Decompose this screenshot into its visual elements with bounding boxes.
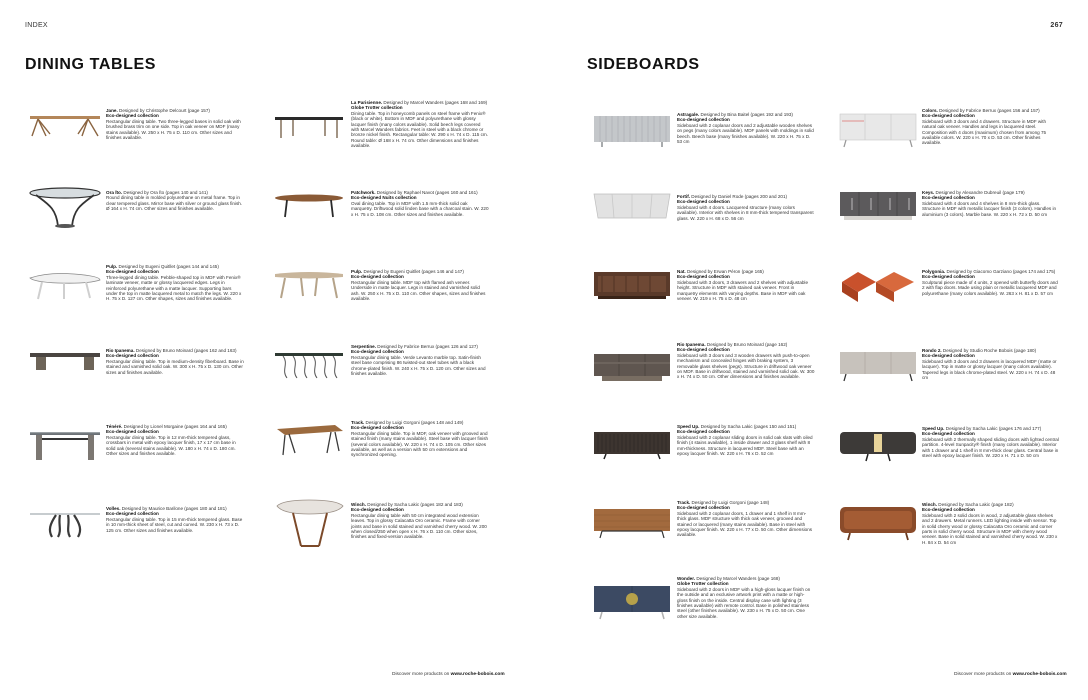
product-collection: Eco-designed collection: [922, 274, 975, 280]
product-credit: Designed by Erwan Péron (page 165): [685, 269, 764, 274]
product-credit: Designed by Sacha Lakic (pages 182 and 183): [366, 502, 463, 507]
product-name: Speed Up.: [677, 424, 700, 429]
rondo-2-sideboard-image: [838, 350, 918, 382]
product-description: Sideboard with 2 thermally shaped sliding doors with lighted central partition. 4-level Sunpacity® finish (many colors available). Interior with 1 drawer and 1 shelf in 8 mm-thick clear glass. Central base in steel with epoxy lacquer finish. W. 220 x H. 71 x D. 50 cm: [922, 436, 1059, 459]
dining-tables-title: DINING TABLES: [25, 56, 157, 73]
product-credit: Designed by Bina Baitel (pages 192 and 193): [699, 112, 793, 117]
product-credit: Designed by Raphael Navot (pages 160 and 161): [375, 190, 478, 195]
product-name: Track.: [351, 420, 365, 425]
footer-left: [392, 672, 505, 677]
nat-sideboard-image: [592, 270, 672, 300]
product-credit: Designed by Marcel Wanders (pages 168 and 169): [382, 100, 488, 105]
product-collection: Eco-designed collection: [677, 199, 730, 205]
product-name: Wonder.: [677, 576, 696, 581]
footer-prefix: Discover more products on: [392, 672, 451, 677]
product-collection: Globe Trotter collection: [351, 105, 403, 111]
product-description: Oval dining table. Top in MDF with 1.5 mm-thick solid oak marquetry. Driftwood solid linden base with a charcoal stain. W. 220 x H. 75 x D. 108 cm. Other sizes and finishes available.: [351, 200, 489, 217]
product-name: Astragale.: [677, 112, 700, 117]
product-name: Winch.: [922, 502, 938, 507]
page-number: 267: [1050, 22, 1063, 29]
product-credit: Designed by Sacha Lakic (page 182): [937, 502, 1014, 507]
tenere-table-image: [28, 428, 102, 462]
product-credit: Designed by Christophe Delcourt (page 157): [117, 108, 210, 113]
product-description: Rectangular dining table. MDF top with flamed ash veneer. Underside in matte lacquer. Legs in stained and varnished solid ash. W. 250 x H. 75 x D. 110 cm. Other shapes, sizes and finishes available.: [351, 279, 486, 302]
footer-prefix: Discover more products on: [954, 672, 1013, 677]
product-collection: Eco-designed collection: [351, 349, 404, 355]
track-table-image: [273, 423, 345, 457]
track-sideboard-entry: [677, 500, 815, 538]
ora-ito-entry: [106, 190, 244, 212]
winch-sideboard-image: [838, 505, 918, 541]
product-collection: Eco-designed collection: [922, 507, 975, 513]
fortif-entry: [677, 194, 815, 221]
pulp-rectangular-entry: [351, 269, 489, 301]
track-table-entry: [351, 420, 489, 458]
product-credit: Designed by Ora Ïto (pages 140 and 141): [122, 190, 208, 195]
product-description: Sculptural piece made of 4 units, 2 opened with butterfly doors and 2 with flap doors. Made using plain or metallic lacquered MDF and polyurethane (many colors available). W. 263 x H. 81 x D. 57 cm: [922, 279, 1058, 296]
product-collection: Eco-designed collection: [677, 347, 730, 353]
index-label: INDEX: [25, 22, 48, 29]
product-description: Rectangular dining table. Top in medium-density fiberboard. Base in stained and varnished solid oak. W. 300 x H. 75 x D. 130 cm. Other sizes and finishes available.: [106, 358, 244, 375]
product-credit: Designed by Eugeni Quitllet (pages 144 and 145): [117, 264, 219, 269]
la-parisienne-entry: [351, 100, 489, 149]
product-credit: Designed by Sacha Lakic (pages 176 and 177): [944, 426, 1042, 431]
product-collection: Eco-designed collection: [106, 511, 159, 517]
patchwork-table-image: [273, 193, 345, 219]
colors-entry: [922, 108, 1060, 146]
product-collection: Eco-designed collection: [922, 113, 975, 119]
speed-up-lighted-sideboard-image: [838, 430, 918, 462]
product-description: Sideboard with 3 doors and 3 drawers in lacquered MDF (matte or lacquer). Top in matte or glossy lacquer (many colors available). Tapered legs in black chrome-plated steel. W. 220 x H. 74 x D. 48 cm: [922, 358, 1057, 381]
footer-url-link[interactable]: www.roche-bobois.com: [450, 672, 505, 677]
ora-ito-table-image: [28, 186, 102, 228]
product-credit: Designed by Bruno Moinard (page 162): [705, 342, 788, 347]
product-credit: Designed by Giacomo Garziano (pages 174 and 175): [945, 269, 1056, 274]
volles-table-image: [28, 510, 102, 538]
product-description: Sideboard with 2 doors in MDF with a high-gloss lacquer finish on the outside and an exclusive artwork print with a matte or high-gloss finish on the inside. Central display case with lighting (3 finishes available) with remote control. Base in polished stainless steel (other finishes available). W. 230 x H. 75 x D. 50 cm. One other size available.: [677, 586, 811, 619]
speed-up-sideboard-image: [592, 430, 672, 460]
product-name: Pulp.: [106, 264, 118, 269]
product-description: Sideboard with 2 coplanar sliding doors in solid oak slats with oiled finish (4 stains available), 1 inside drawer and 3 glass shelf with 8 mm-thickness. Structure in lacquered MDF. Steel base with an epoxy lacquer finish. W. 220 x H. 76 x D. 52 cm: [677, 434, 813, 457]
product-credit: Designed by Lionel Morgaine (pages 164 and 165): [122, 424, 227, 429]
rondo-2-entry: [922, 348, 1060, 380]
product-name: Nat.: [677, 269, 686, 274]
product-credit: Designed by Alexandre Dubreuil (page 179): [934, 190, 1025, 195]
product-description: Sideboard with 2 solid doors in wood, 2 adjustable glass shelves and 2 drawers. Metal runners. LED lighting inside with sensor. Top in solid cherry wood or glossy Calacatta Oro ceramic and corner parts in solid cherry wood. Structure in MDF with cherry wood veneer. Base in solid stained and varnished cherry wood. W. 230 x H. 84 x D. 54 cm: [922, 512, 1058, 545]
product-description: Sideboard with 3 doors and 3 wooden drawers with push-to-open mechanism and concealed hinges with braking system, 3 removable glass shelves (pegs). Structure in driftwood oak veneer on MDF. Base in driftwood, stained and varnished solid oak. W. 300 x H. 74 x D. 50 cm. Other dimensions and finishes available.: [677, 352, 815, 380]
product-name: Rondo 2.: [922, 348, 942, 353]
product-description: Sideboard with 2 coplanar doors and 2 adjustable wooden shelves on pegs (many colors available). MDF panels with moldings in solid beech. Beech base (many finishes available). W. 220 x H. 75 x D. 53 cm: [677, 122, 814, 145]
speed-up-lighted-entry: [922, 426, 1060, 458]
product-collection: Eco-designed collection: [106, 269, 159, 275]
la-parisienne-table-image: [273, 114, 345, 140]
serpentine-table-image: [273, 350, 345, 380]
product-name: Ténéré.: [106, 424, 123, 429]
product-credit: Designed by Marcel Wanders (page 168): [695, 576, 780, 581]
pulp-entry: [106, 264, 244, 302]
footer-url-link[interactable]: www.roche-bobois.com: [1012, 672, 1067, 677]
product-description: Sideboard with 4 doors and 4 shelves in 8 mm-thick glass. Structure in MDF with metallic lacquer finish (3 colors). Handles in aluminium (3 colors). Marble base. W. 220 x H. 72 x D. 50 cm: [922, 200, 1057, 217]
product-collection: Eco-designed collection: [922, 195, 975, 201]
product-name: Jane.: [106, 108, 118, 113]
astragale-sideboard-image: [592, 114, 672, 148]
product-description: Sideboard with 3 doors and 4 drawers. Structure in MDF with natural oak veneer. Handles and legs in lacquered steel. Composition with 4 doors (maximum) chosen from among 75 available colors. W. 220 x H. 70 x D. 53 cm. Other finishes available.: [922, 118, 1047, 146]
product-name: Volles.: [106, 506, 121, 511]
keys-sideboard-image: [838, 190, 918, 222]
pulp-rectangular-table-image: [273, 270, 345, 300]
fortif-sideboard-image: [592, 190, 672, 222]
product-collection: Eco-designed collection: [106, 429, 159, 435]
rio-ipanema-table-entry: [106, 348, 244, 375]
product-credit: Designed by Fabrice Berrux (pages 156 and 157): [937, 108, 1040, 113]
product-credit: Designed by Fabrice Berrux (pages 126 and 127): [376, 344, 478, 349]
product-credit: Designed by Eugeni Quitllet (pages 146 and 147): [362, 269, 464, 274]
product-collection: Eco-designed collection: [106, 113, 159, 119]
product-collection: Globe Trotter collection: [677, 581, 729, 587]
product-collection: Eco-designed collection: [106, 353, 159, 359]
product-collection: Eco-designed collection: [351, 425, 404, 431]
product-credit: Designed by Maurice Barilone (pages 180 and 181): [120, 506, 227, 511]
product-credit: Designed by Luigi Gorgoni (pages 148 and 149): [364, 420, 464, 425]
winch-table-entry: [351, 502, 489, 540]
product-name: Speed Up.: [922, 426, 945, 431]
serpentine-entry: [351, 344, 489, 376]
rio-ipanema-table-image: [28, 350, 102, 372]
product-name: Fortif.: [677, 194, 691, 199]
product-collection: Eco-designed Nuits collection: [351, 195, 417, 201]
product-collection: Eco-designed collection: [922, 431, 975, 437]
product-collection: Eco-designed collection: [922, 353, 975, 359]
rio-ipanema-sideboard-image: [592, 352, 672, 382]
product-description: Sideboard with 4 doors. Lacquered structure (many colors available). Interior with shelves in 8 mm-thick tempered transparent glass. W. 220 x H. 68 x D. 56 cm: [677, 204, 814, 221]
product-description: Rectangular dining table. Top in 15 mm-thick tempered glass. Base in 10 mm-thick sheet of steel, cut and curved. W. 230 x H. 73 x D. 125 cm. Other sizes and finishes available.: [106, 516, 243, 533]
pulp-table-image: [28, 272, 102, 300]
tenere-entry: [106, 424, 244, 456]
product-name: Pulp.: [351, 269, 363, 274]
product-description: Sideboard with 3 doors, 3 drawers and 2 shelves with adjustable height. Structure in MDF with stained oak veneer. Front in marquetry elements with varying depths. Base in MDF with oak veneer. W. 219 x H. 75 x D. 48 cm: [677, 279, 808, 302]
winch-table-image: [273, 498, 347, 548]
product-description: Rectangular dining table. Two three-legged bases in solid oak with brushed brass trim on one side. Top in oak veneer on MDF (many stains available). W. 250 x H. 75 x D. 110 cm. Other sizes and finishes available.: [106, 118, 241, 141]
polygonia-sideboard-image: [838, 268, 918, 304]
product-description: Sideboard with 2 coplanar doors, 1 drawer and 1 shelf in 8 mm-thick glass. MDF structure with thick oak veneer, grooved and stained or lacquered (many stains available). Base in steel with epoxy lacquer finish. W. 220 x H. 77 x D. 50 cm. Other dimensions available.: [677, 510, 813, 538]
wonder-sideboard-image: [592, 584, 672, 620]
product-credit: Designed by Studio Roche Bobois (page 180): [941, 348, 1037, 353]
product-name: Ora Ïto.: [106, 190, 123, 195]
product-collection: Eco-designed collection: [677, 274, 730, 280]
product-description: Rectangular dining table. Top in 12 mm-thick tempered glass, crossbars in metal with epoxy lacquer finish, 17 x 17 cm base in solid oak (several stains available). W. 180 x H. 74 x D. 180 cm. Other sizes and finishes available.: [106, 434, 236, 457]
product-description: Rectangular dining table. Top in MDF, oak veneer with grooved and stained finish (many stains available). Steel base with lacquer finish (several colors available). W. 220 x H. 74 x D. 105 cm. Other sizes available, as well as a version with 50 cm extensions and synchronized opening.: [351, 430, 489, 458]
product-name: La Parisienne.: [351, 100, 383, 105]
product-name: Serpentine.: [351, 344, 377, 349]
keys-entry: [922, 190, 1060, 217]
product-description: Rectangular dining table. Verde Levanto marble top. Satin-finish steel base comprising 86 twisted-out steel tubes with a black chrome-plated finish. W. 240 x H. 75 x D. 120 cm. Other sizes and finishes available.: [351, 354, 486, 377]
astragale-entry: [677, 112, 815, 144]
product-name: Winch.: [351, 502, 367, 507]
colors-sideboard-image: [838, 112, 918, 148]
product-name: Polygonia.: [922, 269, 946, 274]
speed-up-entry: [677, 424, 815, 456]
product-description: Round dining table in molded polyurethane on metal frame. Top in clear tempered glass. Mirror base with silver or ground glass finish. Ø 164 x H. 74 cm. Other sizes and finishes available.: [106, 195, 243, 212]
product-description: Three-legged dining table. Pebble-shaped top in MDF with Fenix® laminate veneer, matte or glossy lacquered edges. Legs in reinforced polyurethane with a matte lacquer. Supporting bars under the top in matte lacquered metal to match the legs. W. 220 x H. 75 x D. 127 cm. Other shapes, sizes and finishes available.: [106, 274, 242, 302]
product-description: Dining table. Top in honeycomb panels on steel frame with Fenix® (black or white). Bottom in MDF and polyurethane with glossy lacquer finish (many colors available). Solid beech legs covered with Marcel Wanders fabrics. Feet in steel with a black chrome or bronze nickel finish. Rectangular table: W. 290 x H. 74 x D. 115 cm. Round table: Ø 168 x H. 74 cm. Other dimensions and finishes available.: [351, 110, 489, 149]
footer-right: [954, 672, 1067, 677]
winch-sideboard-entry: [922, 502, 1060, 545]
product-name: Track.: [677, 500, 691, 505]
track-sideboard-image: [592, 507, 672, 539]
product-collection: Eco-designed collection: [677, 505, 730, 511]
volles-entry: [106, 506, 244, 533]
product-credit: Designed by Sacha Lakic (pages 150 and 151): [699, 424, 797, 429]
product-name: Colors.: [922, 108, 938, 113]
nat-entry: [677, 269, 815, 301]
sideboards-title: SIDEBOARDS: [587, 56, 700, 73]
wonder-entry: [677, 576, 815, 619]
product-name: Keys.: [922, 190, 935, 195]
jane-entry: [106, 108, 244, 140]
rio-ipanema-sideboard-entry: [677, 342, 815, 380]
product-name: Rio Ipanema.: [106, 348, 135, 353]
product-credit: Designed by Daniel Rode (pages 200 and 201): [690, 194, 788, 199]
patchwork-entry: [351, 190, 489, 217]
product-collection: Eco-designed collection: [351, 274, 404, 280]
polygonia-entry: [922, 269, 1060, 296]
product-collection: Eco-designed collection: [351, 507, 404, 513]
product-collection: Eco-designed collection: [677, 429, 730, 435]
product-collection: Eco-designed collection: [677, 117, 730, 123]
product-credit: Designed by Bruno Moinard (pages 162 and 163): [134, 348, 237, 353]
product-credit: Designed by Luigi Gorgoni (page 148): [690, 500, 770, 505]
jane-table-image: [28, 112, 102, 138]
product-description: Rectangular dining table with 50 cm integrated wood extension leaves. Top in glossy Calacatta Oro ceramic. Frame with corner joints and base in solid stained and varnished cherry wood. W. 200 when closed/250 when open x H. 76 x D. 110 cm. Other sizes, finishes and fixed-version available.: [351, 512, 487, 540]
product-name: Rio Ipanema.: [677, 342, 706, 347]
product-name: Patchwork.: [351, 190, 376, 195]
